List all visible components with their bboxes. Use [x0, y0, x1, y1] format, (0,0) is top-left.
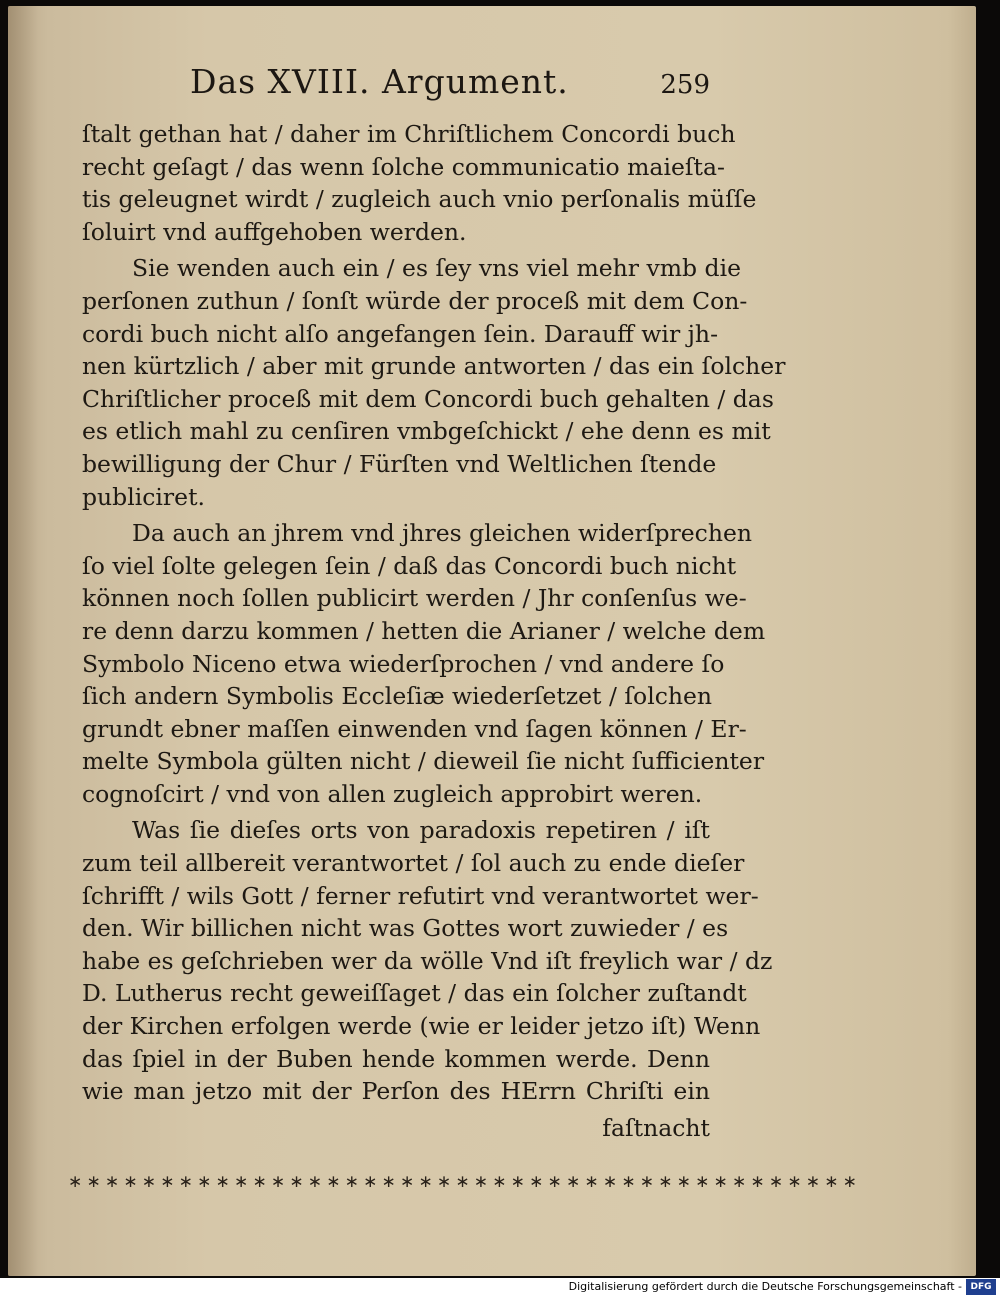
text-line: Was ſie dieſes orts von paradoxis repetiren / iſt — [132, 816, 710, 845]
ornament-border: ∗∗∗∗∗∗∗∗∗∗∗∗∗∗∗∗∗∗∗∗∗∗∗∗∗∗∗∗∗∗∗∗∗∗∗∗∗∗∗∗∗∗∗ — [68, 1172, 862, 1192]
text-line: ſo viel ſolte gelegen ſein / daß das Concordi buch nicht — [82, 551, 737, 580]
page-gutter-shadow — [8, 6, 38, 1276]
text-line: den. Wir billichen nicht was Gottes wort zuwieder / es — [82, 914, 729, 943]
footer-bar — [0, 1278, 1000, 1298]
text-line: cognoſcirt / vnd von allen zugleich approbirt weren. — [82, 779, 703, 808]
paragraph — [82, 814, 773, 1107]
text-line: das ſpiel in der Buben hende kommen werde. Denn — [82, 1044, 710, 1073]
running-head-title: Das XVIII. Argument. — [190, 62, 569, 101]
text-line: ſich andern Symbolis Eccleſiæ wiederſetzet / ſolchen — [82, 682, 713, 711]
text-line: wie man jetzo mit der Perſon des HErrn Chriſti ein — [82, 1077, 710, 1106]
text-line: ſoluirt vnd auffgehoben werden. — [82, 217, 467, 246]
text-line: recht geſagt / das wenn ſolche communicatio maieſta- — [82, 152, 725, 181]
text-line: cordi buch nicht alſo angefangen ſein. Darauff wir jh- — [82, 319, 719, 348]
text-line: zum teil allbereit verantwortet / ſol auch zu ende dieſer — [82, 849, 745, 878]
paragraph — [82, 118, 757, 248]
text-line: Chriſtlicher proceß mit dem Concordi buch gehalten / das — [82, 384, 774, 413]
text-line: publiciret. — [82, 482, 205, 511]
text-line: Da auch an jhrem vnd jhres gleichen widerſprechen — [132, 519, 753, 548]
text-line: re denn darzu kommen / hetten die Arianer / welche dem — [82, 616, 766, 645]
text-line: Sie wenden auch ein / es ſey vns viel mehr vmb die — [132, 254, 742, 283]
catchword: faſtnacht — [602, 1113, 710, 1142]
text-line: der Kirchen erfolgen werde (wie er leider jetzo iſt) Wenn — [82, 1012, 761, 1041]
text-line: Symbolo Niceno etwa wiederſprochen / vnd andere ſo — [82, 649, 725, 678]
text-line: tis geleugnet wirdt / zugleich auch vnio perſonalis müſſe — [82, 185, 757, 214]
paragraph — [82, 517, 766, 810]
text-line: nen kürtzlich / aber mit grunde antworten / das ein ſolcher — [82, 352, 786, 381]
text-line: perſonen zuthun / ſonſt würde der proceß mit dem Con- — [82, 286, 748, 315]
text-line: grundt ebner maſſen einwenden vnd ſagen können / Er- — [82, 714, 747, 743]
text-line: D. Lutherus recht geweiſſaget / das ein ſolcher zuſtandt — [82, 979, 747, 1008]
text-line: melte Symbola gülten nicht / dieweil ſie nicht ſufficienter — [82, 747, 765, 776]
running-head — [190, 62, 710, 112]
text-line: ſchrifft / wils Gott / ferner refutirt vnd verantwortet wer- — [82, 881, 759, 910]
text-line: können noch ſollen publicirt werden / Jhr conſenſus we- — [82, 584, 747, 613]
text-line: es etlich mahl zu cenſiren vmbgeſchickt / ehe denn es mit — [82, 417, 771, 446]
paragraph — [82, 252, 786, 513]
text-line: bewilligung der Chur / Fürſten vnd Weltlichen ſtende — [82, 449, 717, 478]
body-text — [82, 118, 786, 1144]
funding-notice: Digitalisierung gefördert durch die Deutsche Forschungsgemeinschaft - — [568, 1280, 962, 1293]
text-line: habe es geſchrieben wer da wölle Vnd iſt freylich war / dz — [82, 946, 773, 975]
text-line: ſtalt gethan hat / daher im Chriſtlichem Concordi buch — [82, 120, 736, 148]
dfg-logo: DFG — [966, 1279, 996, 1295]
page-number: 259 — [660, 70, 710, 100]
